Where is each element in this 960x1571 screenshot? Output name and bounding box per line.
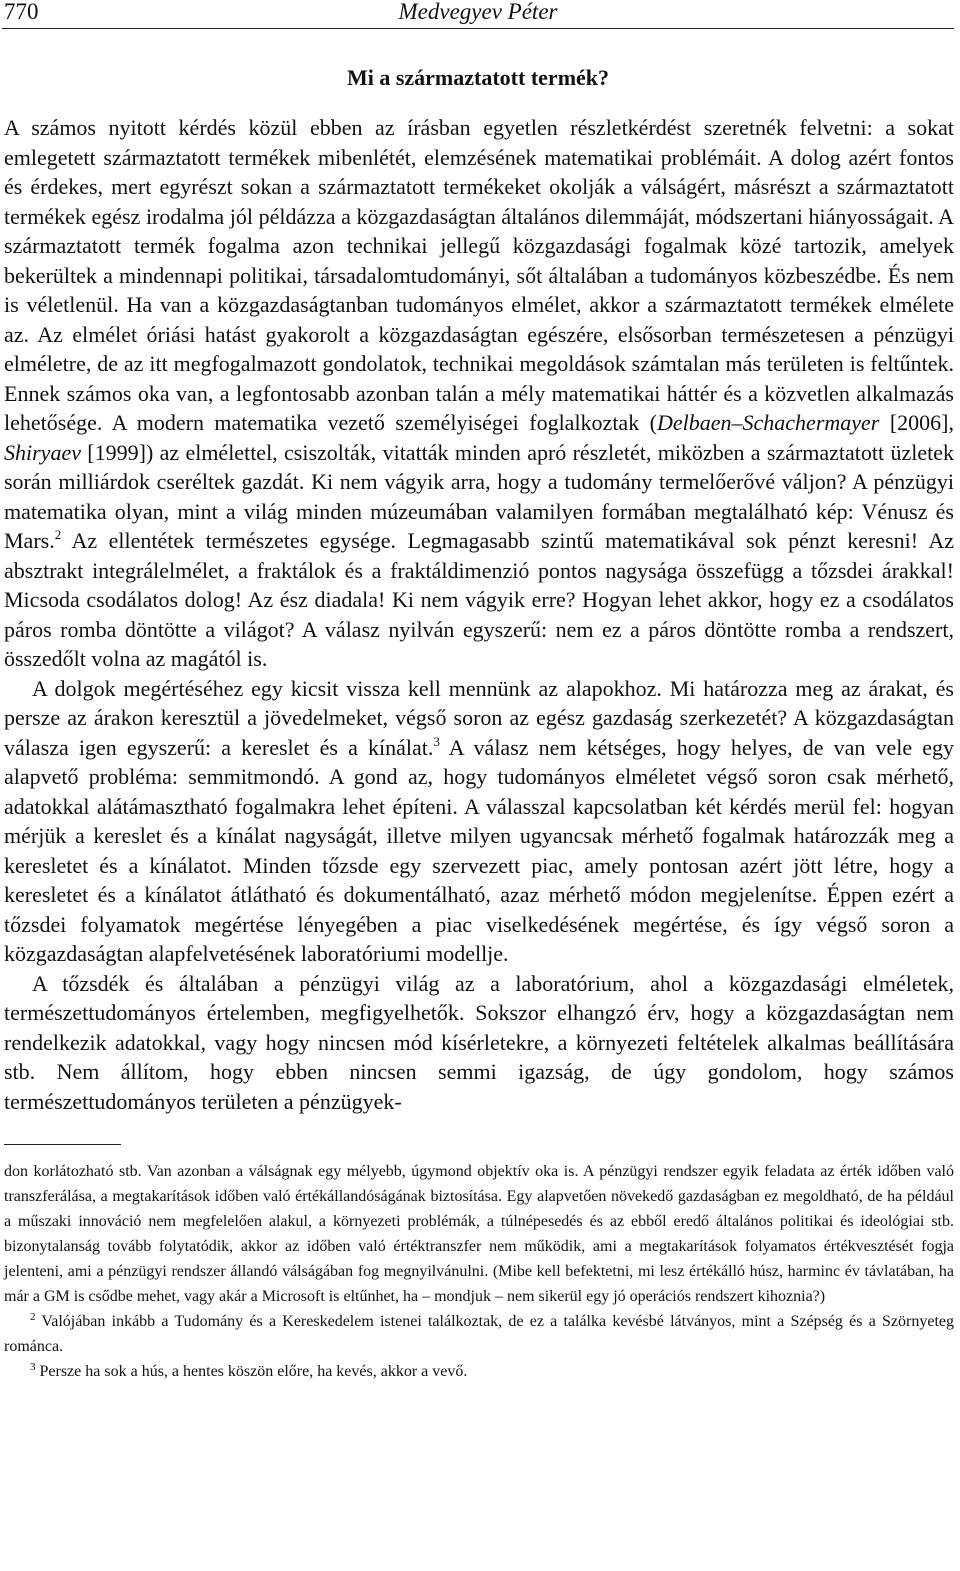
footnote-3: $^3$ Persze ha sok a hús, a hentes köszön előre, ha kevés, akkor a vevő. <box>30 1361 468 1380</box>
footnote-ref-3[interactable]: 3 <box>433 733 440 749</box>
footnote-ref-2[interactable]: 2 <box>54 527 62 542</box>
page-header <box>2 0 954 29</box>
footnote-continued: don korlátozható stb. Van azonban a válságnak egy mélyebb, úgymond objektív oka is. A pénzügyi rendszer egyik feladata az érték időben való transzferálása, a megtakarítások időben való értékállandóságának biztosítása. Egy alapvetően növekedő gazdaságban ez megoldható, de ha például a műszaki innováció nem megfelelően alakul, a környezeti problémák, a túlnépesedés és az ebből eredő általános politikai és ideológiai stb. bizonytalanság tovább folytatódik, akkor az időben való értéktranszfer nem működik, ami a megtakarítások folyamatos értékvesztését fogja jelenteni, ami a pénzügyi rendszer állandó válságában fog megnyilvánulni. (Mibe kell befektetni, mi lesz értékálló húsz, harminc év távlatában, ha már a GM is csődbe mehet, vagy akár a Microsoft is eltűnhet, ha – mondjuk – nem sikerül egy jó operációs rendszert kihoznia?) <box>4 1163 954 1305</box>
paragraph-3: A tőzsdék és általában a pénzügyi világ az a laboratórium, ahol a közgazdasági elméletek, természettudományos értelemben, megfigyelhetők. Sokszor elhangzó érv, hogy a közgazdaságtan nem rendelkezik adatokkal, vagy hogy nincsen mód kísérletekre, a környezeti feltételek alkalmas beállítására stb. Nem állítom, hogy ebben nincsen semmi igazság, de úgy gondolom, hogy számos természettudományos területen a pénzügyek- <box>4 970 954 1114</box>
paragraph-1: A számos nyitott kérdés közül ebben az írásban egyetlen részletkérdést szeretnék felvetni: a sokat emlegetett származtatott termékek mibenlétét, elemzésének matematikai problémáit. A dolog azért fontos és érdekes, mert egyrészt sokan a származtatott termékeket okolják a válságért, másrészt a származtatott termékek egész irodalma jól példázza a közgazdaságtan általános dilemmáját, módszertani hiányosságait. A származtatott termék fogalma azon technikai jellegű közgazdasági fogalmak közé tartozik, amelyek bekerültek a mindennapi politikai, társadalomtudományi, sőt általában a tudományos közbeszédbe. És nem is véletlenül. Ha van a közgazdaságtanban tudományos elmélet, akkor a származtatott termékek elmélete az. Az elmélet óriási hatást gyakorolt a közgazdaságtan egészére, elsősorban természetesen a pénzügyi elméletre, de az itt megfogalmazott gondolatok, technikai megoldások számtalan más területen is feltűntek. Ennek számos oka van, a legfontosabb azonban talán a mély matematikai háttér és a közvetlen alkalmazás lehetősége. A modern matematika vezető személyiségei foglalkoztak (Delbaen–Schachermayer [2006], Shiryaev [1999]) az elmélettel, csiszolták, vitatták minden apró részletét, miközben a származtatott üzletek során milliárdok cseréltek gazdát. Ki nem vágyik arra, hogy a tudomány termelőerővé váljon? A pénzügyi matematika olyan, mint a világ minden múzeumában valamilyen formában megtalálható kép: Vénusz és Mars.$^2$ Az ellentétek természetes egysége. Legmagasabb szintű matematikával sok pénzt keresni! Az absztrakt integrálelmélet, a fraktálok és a fraktáldimenzió pontos nagysága összefügg a tőzsdei árakkal! Micsoda csodálatos dolog! Az ész diadala! Ki nem vágyik erre? Hogyan lehet akkor, hogy ez a csodálatos páros romba döntötte a világot? A válasz nyilván egyszerű: nem ez a páros döntötte romba a rendszert, összedőlt volna az magától is. <box>4 115 954 671</box>
footnote-divider <box>4 1144 121 1145</box>
running-title: Medvegyev Péter <box>398 0 558 24</box>
citation-delbaen: Delbaen–Schachermayer <box>657 410 880 435</box>
footnote-3-number: 3 <box>30 1361 36 1373</box>
footnote-2-number: 2 <box>30 1311 36 1323</box>
citation-shiryaev: Shiryaev <box>4 439 81 465</box>
footnote-2: $^2$ Valójában inkább a Tudomány és a Kereskedelem istenei találkoztak, de ez a találka kevésbé látványos, mint a Szépség és a Szörnyeteg románca. <box>4 1311 954 1355</box>
section-title: Mi a származtatott termék? <box>346 65 610 90</box>
paragraph-2: A dolgok megértéséhez egy kicsit vissza kell mennünk az alapokhoz. Mi határozza meg az árakat, és persze az árakon keresztül a jövedelmeket, végső soron az egész gazdaság szerkezetét? A közgazdaságtan válasza igen egyszerű: a kereslet és a kínálat.$^3$ A válasz nem kétséges, hogy helyes, de van vele egy alapvető probléma: semmitmondó. A gond az, hogy tudományos elméletet végső soron csak mérhető, adatokkal alátámasztható fogalmakra lehet építeni. A válasszal kapcsolatban két kérdés merül fel: hogyan mérjük a kereslet és a kínálat nagyságát, illetve milyen ugyancsak mérhető fogalmak határozzák meg a keresletet és a kínálatot. Minden tőzsde egy szervezett piac, amely pontosan azért jött létre, hogy a keresletet és a kínálatot átlátható és dokumentálható, azaz mérhető módon megjelenítse. Éppen ezért a tőzsdei folyamatok megértése lényegében a piac viselkedésének megértése, és így végső soron a közgazdaságtan alapfelvetésének laboratóriumi modellje. <box>4 675 954 966</box>
page-number: 770 <box>4 0 39 24</box>
